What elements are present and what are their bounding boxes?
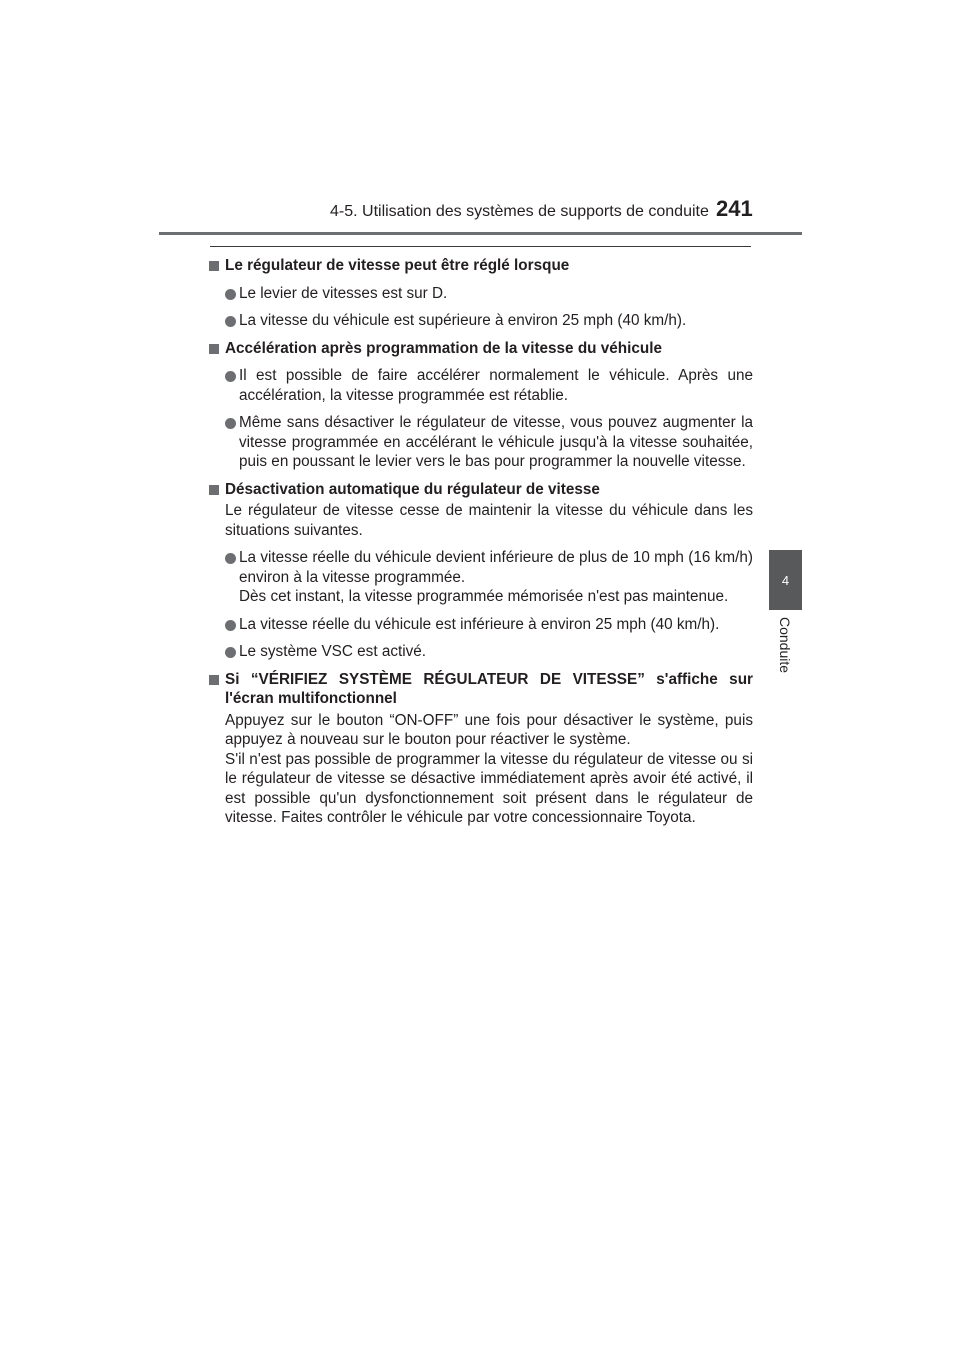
list-item: Le système VSC est activé. [208, 642, 753, 662]
circle-bullet-icon [225, 418, 236, 429]
section-heading: Si “VÉRIFIEZ SYSTÈME RÉGULATEUR DE VITESSE” s'affiche sur l'écran multifonctionnel [208, 670, 753, 709]
list-item: La vitesse du véhicule est supérieure à environ 25 mph (40 km/h). [208, 311, 753, 331]
section-heading: Accélération après programmation de la vitesse du véhicule [208, 339, 753, 359]
header-rule [159, 232, 802, 235]
square-bullet-icon [209, 261, 219, 271]
list-item: La vitesse réelle du véhicule devient inférieure de plus de 10 mph (16 km/h) environ à la vitesse programmée. Dès cet instant, la vitesse programmée mémorisée n'est pas maintenue. [208, 548, 753, 607]
circle-bullet-icon [225, 553, 236, 564]
square-bullet-icon [209, 485, 219, 495]
content-rule [210, 246, 751, 247]
chapter-number: 4 [781, 572, 790, 588]
page-content [208, 256, 753, 836]
circle-bullet-icon [225, 647, 236, 658]
list-item: Même sans désactiver le régulateur de vitesse, vous pouvez augmenter la vitesse programmée en accélérant le véhicule jusqu'à la vitesse souhaitée, puis en poussant le levier vers le bas pour programmer la nouvelle vitesse. [208, 413, 753, 472]
section-heading: Désactivation automatique du régulateur de vitesse [208, 480, 753, 500]
circle-bullet-icon [225, 620, 236, 631]
square-bullet-icon [209, 344, 219, 354]
chapter-label-container [769, 610, 802, 680]
section-heading: Le régulateur de vitesse peut être réglé lorsque [208, 256, 753, 276]
section-title: 4-5. Utilisation des systèmes de supports de conduite [330, 203, 709, 220]
chapter-label: Conduite [777, 616, 794, 674]
list-item: Le levier de vitesses est sur D. [208, 284, 753, 304]
list-item: Il est possible de faire accélérer normalement le véhicule. Après une accélération, la vitesse programmée est rétablie. [208, 366, 753, 405]
square-bullet-icon [209, 675, 219, 685]
circle-bullet-icon [225, 371, 236, 382]
section-intro: Le régulateur de vitesse cesse de maintenir la vitesse du véhicule dans les situations suivantes. [225, 502, 753, 539]
list-item-note: Dès cet instant, la vitesse programmée mémorisée n'est pas maintenue. [239, 588, 729, 605]
page-number: 241 [716, 196, 753, 221]
chapter-tab [769, 550, 802, 610]
list-item: La vitesse réelle du véhicule est inférieure à environ 25 mph (40 km/h). [208, 615, 753, 635]
circle-bullet-icon [225, 316, 236, 327]
section-paragraph: Appuyez sur le bouton “ON-OFF” une fois pour désactiver le système, puis appuyez à nouveau sur le bouton pour réactiver le système. S'il n'est pas possible de programmer la vitesse du régulateur de vitesse ou si le régulateur de vitesse se désactive immédiatement après avoir été activé, il est possible qu'un dysfonctionnement soit présent dans le régulateur de vitesse. Faites contrôler le véhicule par votre concessionnaire Toyota. [225, 711, 753, 826]
circle-bullet-icon [225, 289, 236, 300]
